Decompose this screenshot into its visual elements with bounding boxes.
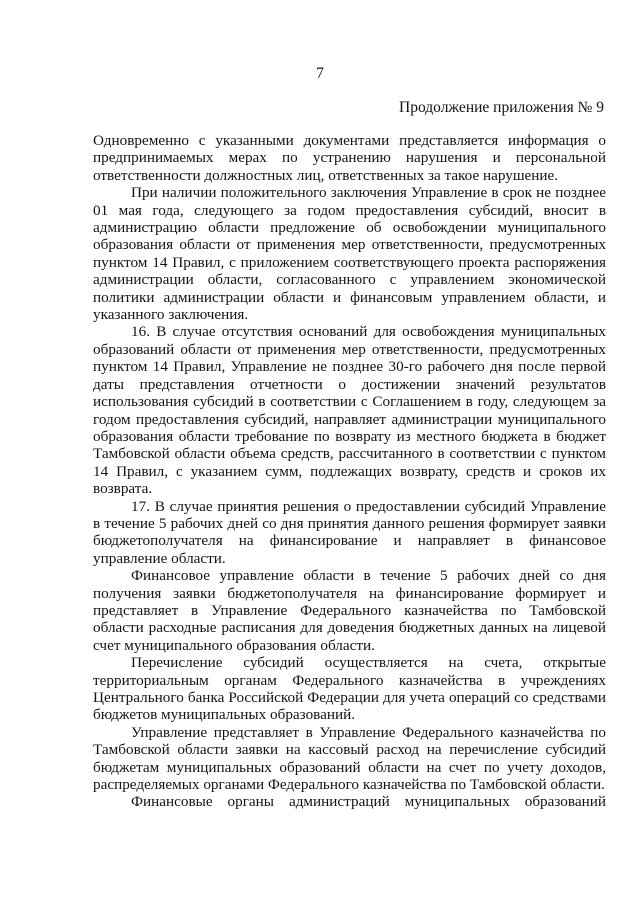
paragraph-positive-conclusion: При наличии положительного заключения Управление в срок не позднее 01 мая года, следующего за годом предоставления субсидий, вносит в администрацию области предложение об освобождении муниципального образования области от применения мер ответственности, предусмотренных пунктом 14 Правил, с приложением соответствующего проекта распоряжения администрации области, согласованного с управлением экономической политики администрации области и финансовым управлением области, и указанного заключения. — [93, 184, 606, 324]
paragraph-financial-bodies: Финансовые органы администраций муниципальных образований — [131, 793, 606, 811]
paragraph-cash-expense-requests: Управление представляет в Управление Федерального казначейства по Тамбовской области заявки на кассовый расход на перечисление субсидий бюджетам муниципальных образований области на счет по учету доходов, распределяемых органами Федерального казначейства по Тамбовской области. — [93, 723, 606, 794]
paragraph-info-on-measures: Одновременно с указанными документами представляется информация о предпринимаемых мерах по устранению нарушения и персональной ответственности должностных лиц, ответственных за такое нарушение. — [93, 132, 606, 184]
paragraph-transfer-of-subsidies: Перечисление субсидий осуществляется на счета, открытые территориальным органам Федерального казначейства в учреждениях Центрального банка Российской Федерации для учета операций со средствами бюджетов муниципальных образований. — [93, 654, 606, 724]
paragraph-item-16: 16. В случае отсутствия оснований для освобождения муниципальных образований области от применения мер ответственности, предусмотренных пунктом 14 Правил, Управление не позднее 30-го рабочего дня после первой даты представления отчетности о достижении значений результатов использования субсидий в соответствии с Соглашением в году, следующем за годом предоставления субсидий, направляет администрации муниципального образования области требование по возврату из местного бюджета в бюджет Тамбовской области объема средств, рассчитанного в соответствии с пунктом 14 Правил, с указанием сумм, подлежащих возврату, средств и сроков их возврата. — [93, 323, 606, 498]
page-number: 7 — [316, 65, 324, 82]
paragraph-financial-department: Финансовое управление области в течение 5 рабочих дней со дня получения заявки бюджетополучателя на финансирование формирует и представляет в Управление Федерального казначейства по Тамбовской области расходные расписания для доведения бюджетных данных на лицевой счет муниципального образования области. — [93, 567, 606, 654]
paragraph-item-17: 17. В случае принятия решения о предоставлении субсидий Управление в течение 5 рабочих дней со дня принятия данного решения формирует заявки бюджетополучателя на финансирование и направляет в финансовое управление области. — [93, 497, 606, 567]
document-body — [93, 132, 606, 811]
appendix-continuation-label: Продолжение приложения № 9 — [399, 99, 604, 116]
